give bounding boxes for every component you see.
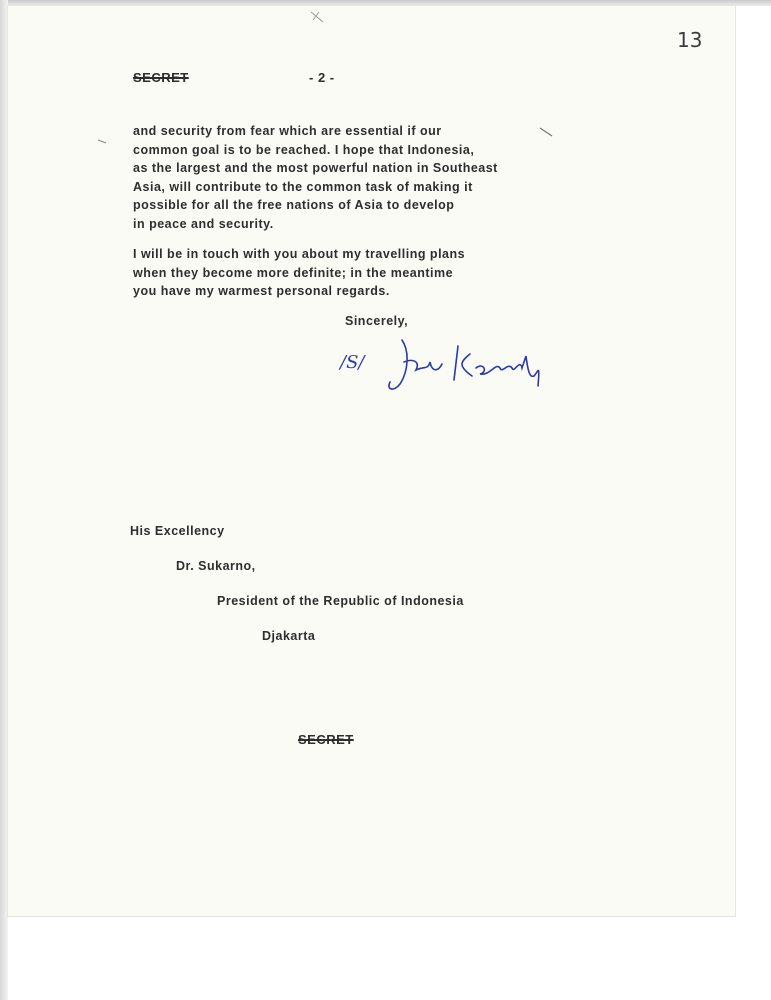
text-line: when they become more definite; in the meantime bbox=[133, 265, 454, 280]
header-classification: SECRET bbox=[133, 70, 189, 85]
signature-prefix: /S/ bbox=[340, 352, 365, 373]
text-line: as the largest and the most powerful nation in Southeast bbox=[133, 161, 498, 175]
text-line: Asia, will contribute to the common task of making it bbox=[133, 179, 473, 194]
text-line: possible for all the free nations of Asia to develop bbox=[133, 198, 455, 212]
address-recipient-title: President of the Republic of Indonesia bbox=[217, 594, 464, 608]
valediction: Sincerely, bbox=[345, 314, 409, 328]
handwritten-page-number: 13 bbox=[677, 28, 703, 52]
text-line: I will be in touch with you about my travelling plans bbox=[133, 247, 466, 261]
body-paragraph-2 bbox=[133, 245, 465, 301]
text-line: in peace and security. bbox=[133, 216, 274, 231]
body-paragraph-1 bbox=[133, 122, 498, 233]
text-line: and security from fear which are essential if our bbox=[133, 124, 442, 138]
page-label: - 2 - bbox=[309, 70, 335, 85]
address-salutation: His Excellency bbox=[130, 524, 225, 538]
address-city: Djakarta bbox=[262, 629, 316, 643]
address-recipient-name: Dr. Sukarno, bbox=[176, 559, 256, 573]
footer-classification: SECRET bbox=[298, 732, 354, 747]
handwritten-signature bbox=[380, 332, 550, 402]
text-line: common goal is to be reached. I hope that Indonesia, bbox=[133, 142, 475, 157]
text-line: you have my warmest personal regards. bbox=[133, 284, 390, 298]
